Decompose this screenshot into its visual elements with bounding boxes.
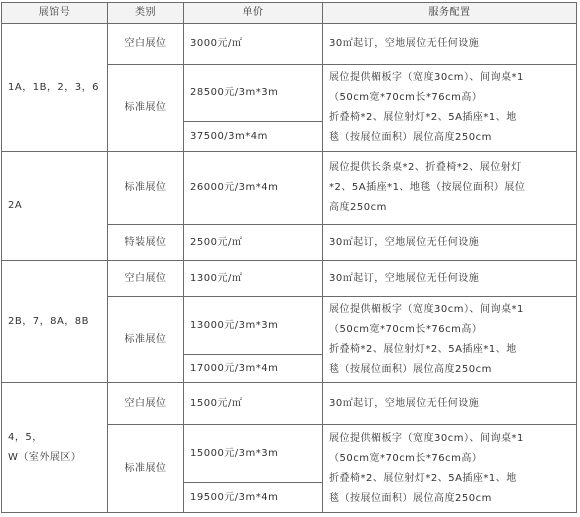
price-cell: 26000元/3m*4m (184, 152, 323, 225)
category-cell: 标准展位 (108, 152, 184, 225)
header-price: 单价 (184, 3, 323, 24)
header-category: 类别 (108, 3, 184, 24)
category-cell: 空白展位 (108, 24, 184, 65)
service-cell (323, 261, 577, 297)
service-line: 展位提供楣板字（宽度30cm）、间询桌*1 (329, 72, 524, 83)
category-cell: 标准展位 (108, 65, 184, 152)
table-row (2, 261, 577, 297)
service-cell (323, 225, 577, 261)
service-line: 毯（按展位面积）展位高度250cm (329, 363, 492, 375)
service-line: 30㎡起订，空地展位无任何设施 (329, 272, 480, 284)
service-cell (323, 24, 577, 65)
booth-price-table (1, 2, 577, 513)
service-cell (323, 383, 577, 425)
service-line: 毯（按展位面积）展位高度250cm (329, 132, 492, 143)
service-cell (323, 425, 577, 513)
service-line: 高度250cm (329, 202, 387, 213)
price-cell: 13000元/3m*3m (184, 297, 323, 355)
price-cell: 17000元/3m*4m (184, 355, 323, 383)
service-line: （50cm宽*70cm长*76cm高） (329, 92, 483, 103)
service-line: 折叠椅*2、展位射灯*2、5A插座*1、地 (329, 343, 517, 355)
price-cell: 1500元/㎡ (184, 383, 323, 425)
price-cell: 3000元/㎡ (184, 24, 323, 65)
booth-cell: 2B，7，8A，8B (2, 261, 108, 383)
booth-cell (2, 383, 108, 513)
booth-cell: 2A (2, 152, 108, 261)
category-cell: 标准展位 (108, 297, 184, 383)
category-cell: 空白展位 (108, 261, 184, 297)
service-cell (323, 65, 577, 152)
service-line: 30㎡起订，空地展位无任何设施 (329, 38, 480, 49)
price-cell: 37500/3m*4m (184, 122, 323, 152)
booth-line: 4，5， (8, 431, 43, 443)
header-service: 服务配置 (323, 3, 577, 24)
header-row (2, 3, 577, 24)
price-cell: 19500元/3m*4m (184, 483, 323, 513)
service-line: 折叠椅*2、展位射灯*2、5A插座*1、地 (329, 472, 517, 484)
category-cell: 空白展位 (108, 383, 184, 425)
header-booth: 展馆号 (2, 3, 108, 24)
service-line: 毯（按展位面积）展位高度250cm (329, 492, 492, 504)
service-line: （50cm宽*70cm长*76cm高） (329, 323, 483, 335)
price-cell: 1300元/㎡ (184, 261, 323, 297)
service-line: *2、5A插座*1、地毯（按展位面积）展位 (329, 182, 526, 193)
table-row (2, 383, 577, 425)
price-cell: 2500元/㎡ (184, 225, 323, 261)
category-cell: 标准展位 (108, 425, 184, 513)
service-line: 30㎡起订，空地展位无任何设施 (329, 397, 480, 409)
service-line: 展位提供长条桌*2、折叠椅*2、展位射灯 (329, 162, 522, 173)
booth-cell: 1A，1B，2，3，6 (2, 24, 108, 152)
service-line: 30㎡起订，空地展位无任何设施 (329, 236, 480, 248)
booth-line: W（室外展区） (8, 451, 82, 463)
category-cell: 特装展位 (108, 225, 184, 261)
service-line: 展位提供楣板字（宽度30cm）、间询桌*1 (329, 303, 524, 315)
service-line: 展位提供楣板字（宽度30cm）、间询桌*1 (329, 432, 524, 444)
price-cell: 28500元/3m*3m (184, 65, 323, 122)
service-line: （50cm宽*70cm长*76cm高） (329, 452, 483, 464)
service-cell (323, 152, 577, 225)
table-row (2, 24, 577, 65)
service-cell (323, 297, 577, 383)
table-row (2, 152, 577, 225)
service-line: 折叠椅*2、展位射灯*2、5A插座*1、地 (329, 112, 517, 123)
price-cell: 15000元/3m*3m (184, 425, 323, 483)
